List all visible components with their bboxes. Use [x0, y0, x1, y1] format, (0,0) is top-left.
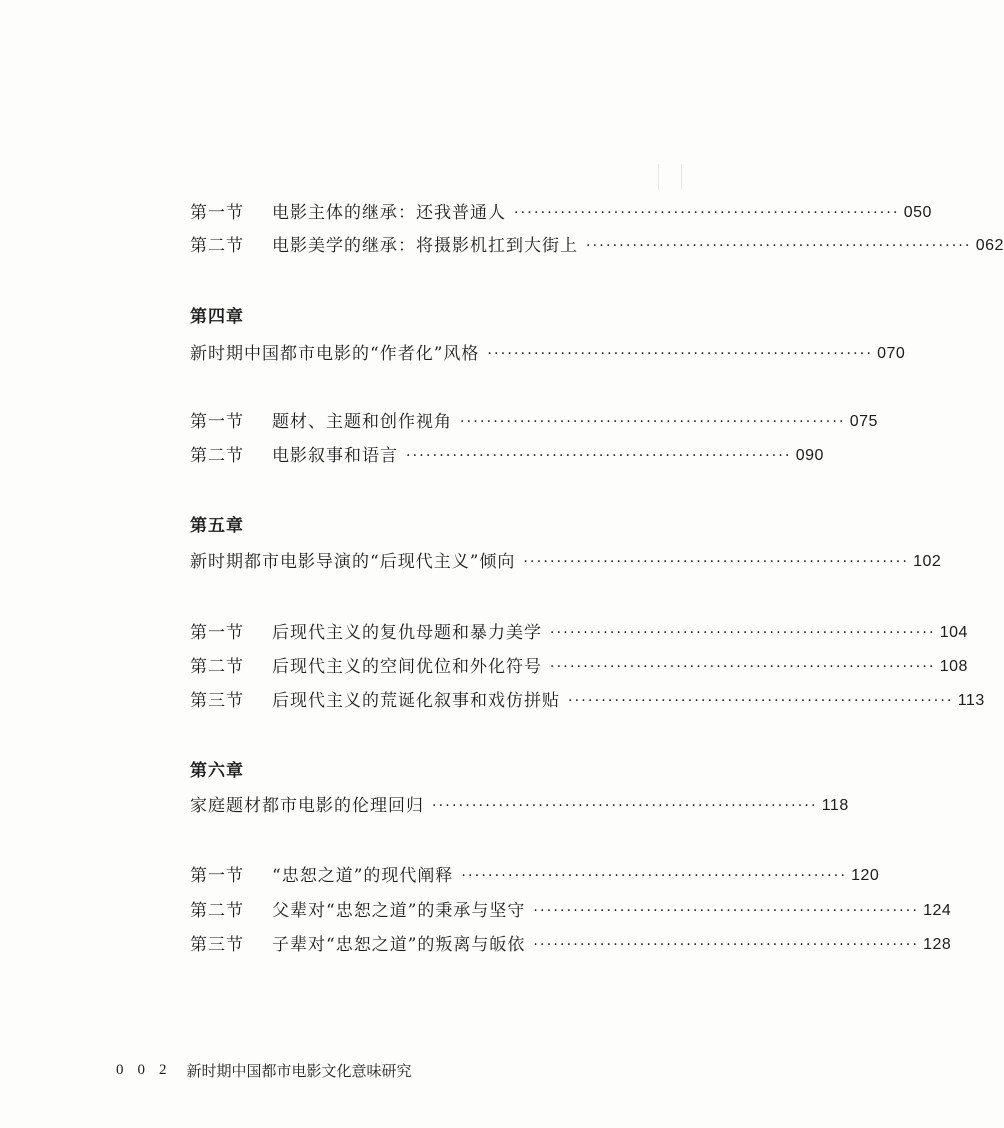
- leader-dots: ··························································: [550, 625, 936, 641]
- chapter-heading-5: 第五章: [190, 516, 244, 536]
- leader-dots: ··························································: [406, 448, 792, 464]
- toc-entry-ch6-sec3[interactable]: [190, 928, 952, 956]
- toc-entry-ch6-sec2[interactable]: [190, 894, 952, 922]
- section-title: 后现代主义的荒诞化叙事和戏仿拼贴: [272, 691, 560, 711]
- page-number: 062: [975, 237, 1004, 254]
- section-title: 题材、主题和创作视角: [272, 412, 452, 432]
- chapter-heading-6: 第六章: [190, 761, 244, 781]
- leader-dots: ··························································: [550, 659, 936, 675]
- toc-entry-ch6-sec1[interactable]: [190, 859, 880, 887]
- leader-dots: ··························································: [586, 238, 972, 254]
- section-title: 后现代主义的空间优位和外化符号: [272, 657, 542, 677]
- leader-dots: ··························································: [568, 693, 954, 709]
- section-label: 第一节: [190, 623, 244, 643]
- footer-page-number: 002: [116, 1062, 181, 1078]
- section-label: 第二节: [190, 657, 244, 677]
- toc-entry-ch6[interactable]: [190, 789, 849, 817]
- toc-entry-ch5-sec2[interactable]: [190, 650, 968, 678]
- page-number: 050: [903, 204, 932, 221]
- footer-book-title: 新时期中国都市电影文化意味研究: [186, 1062, 412, 1080]
- section-title: 电影美学的继承：将摄影机扛到大街上: [272, 236, 578, 256]
- leader-dots: ··························································: [487, 346, 874, 362]
- page-number: 104: [939, 624, 968, 641]
- section-title: 电影主体的继承：还我普通人: [272, 203, 506, 223]
- page-footer: [116, 1060, 412, 1081]
- page-number: 128: [923, 936, 952, 953]
- leader-dots: ··························································: [460, 414, 846, 430]
- page-number: 118: [821, 797, 849, 814]
- page-number: 090: [795, 447, 824, 464]
- chapter-title: 新时期中国都市电影的“作者化”风格: [190, 344, 480, 364]
- toc-entry-ch3-sec1[interactable]: [190, 196, 932, 224]
- section-label: 第三节: [190, 691, 244, 711]
- toc-entry-ch5[interactable]: [190, 545, 942, 573]
- page-number: 070: [877, 345, 906, 362]
- leader-dots: ··························································: [523, 554, 910, 570]
- page-number: 075: [849, 413, 878, 430]
- section-title: “忠恕之道”的现代阐释: [272, 866, 454, 886]
- page-number: 113: [957, 692, 985, 709]
- section-label: 第一节: [190, 412, 244, 432]
- section-label: 第一节: [190, 866, 244, 886]
- leader-dots: ··························································: [432, 798, 818, 814]
- section-title: 子辈对“忠恕之道”的叛离与皈依: [272, 935, 526, 955]
- section-label: 第三节: [190, 935, 244, 955]
- page-number: 102: [913, 553, 942, 570]
- section-title: 电影叙事和语言: [272, 446, 398, 466]
- leader-dots: ··························································: [533, 903, 920, 919]
- toc-entry-ch4-sec1[interactable]: [190, 405, 878, 433]
- page-number: 108: [939, 658, 968, 675]
- toc-entry-ch4[interactable]: [190, 337, 906, 365]
- section-label: 第一节: [190, 203, 244, 223]
- toc-entry-ch5-sec3[interactable]: [190, 684, 985, 712]
- page-number: 124: [923, 902, 952, 919]
- chapter-heading-4: 第四章: [190, 307, 244, 327]
- toc-entry-ch3-sec2[interactable]: [190, 229, 1004, 257]
- toc-entry-ch5-sec1[interactable]: [190, 616, 968, 644]
- page-number: 120: [851, 867, 880, 884]
- chapter-title: 家庭题材都市电影的伦理回归: [190, 796, 424, 816]
- section-title: 父辈对“忠恕之道”的秉承与坚守: [272, 901, 526, 921]
- section-title: 后现代主义的复仇母题和暴力美学: [272, 623, 542, 643]
- leader-dots: ··························································: [514, 205, 900, 221]
- page-edge-mark: [658, 164, 682, 190]
- chapter-title: 新时期都市电影导演的“后现代主义”倾向: [190, 552, 516, 572]
- leader-dots: ··························································: [533, 937, 920, 953]
- section-label: 第二节: [190, 236, 244, 256]
- leader-dots: ··························································: [461, 868, 848, 884]
- section-label: 第二节: [190, 901, 244, 921]
- toc-entry-ch4-sec2[interactable]: [190, 439, 824, 467]
- section-label: 第二节: [190, 446, 244, 466]
